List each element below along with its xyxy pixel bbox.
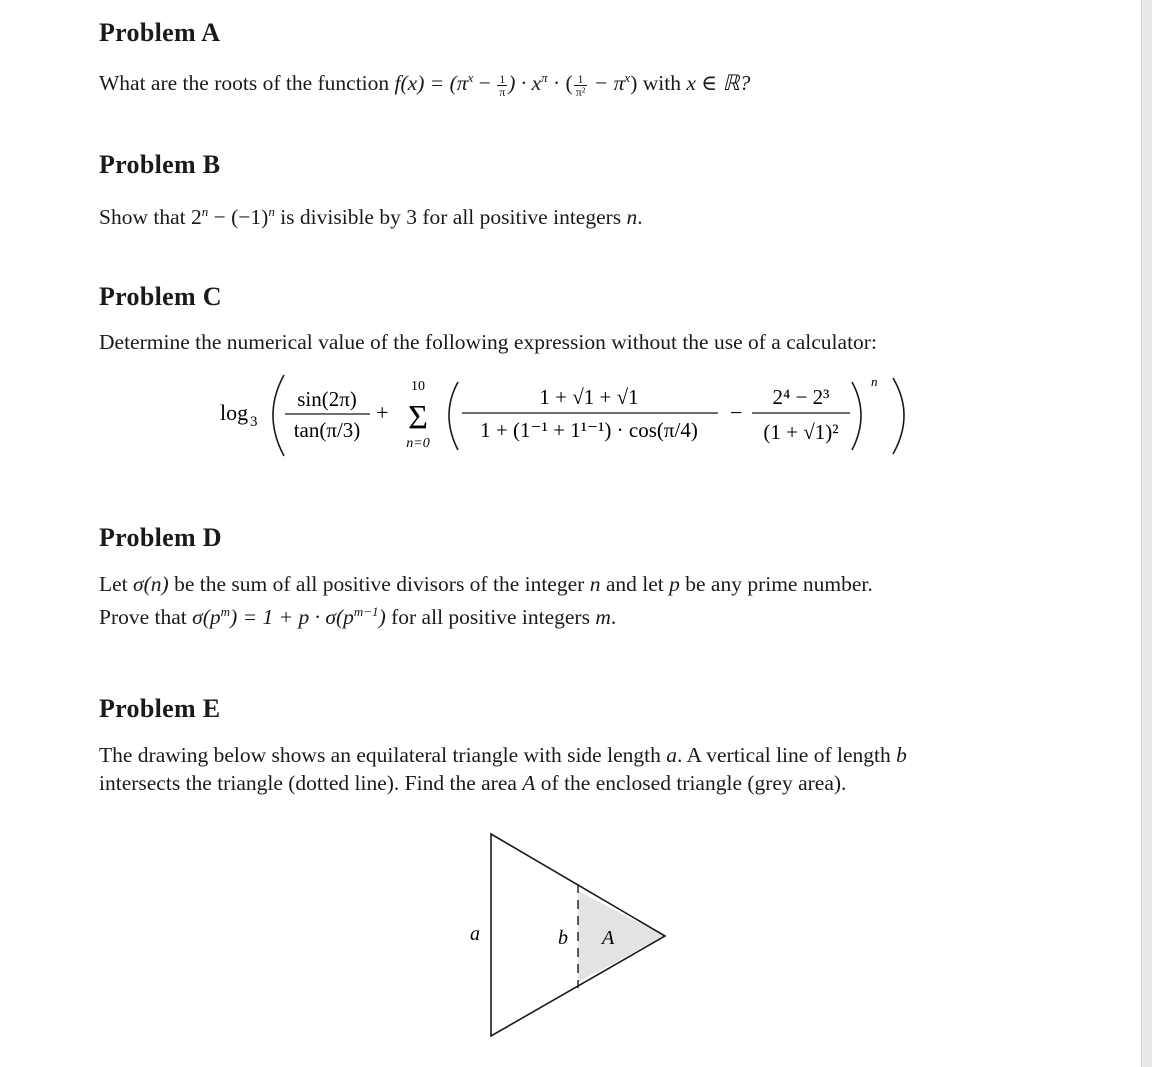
problem-d-p: p [669, 572, 680, 596]
problem-a-with: with [637, 71, 687, 96]
sum-lower: n=0 [406, 436, 430, 451]
problem-a-exp-x: x [467, 70, 474, 85]
sigma-symbol: Σ [408, 399, 428, 436]
problem-d-m: m [595, 605, 611, 630]
problem-d-let: Let [99, 572, 134, 596]
problem-a-text [99, 64, 750, 98]
problem-d-text1: be the sum of all positive divisors of the integer [168, 572, 590, 596]
sin-numerator: sin(2π) [297, 387, 357, 411]
problem-b-part3: is divisible by 3 for all positive integers [274, 205, 627, 230]
minus-sign: − [730, 400, 743, 425]
label-b: b [558, 927, 568, 949]
tan-denominator: tan(π/3) [293, 418, 361, 442]
problem-d-text4: for all positive integers [385, 605, 596, 630]
frac-den: π² [575, 84, 586, 99]
problem-d-exp-m1: m−1 [353, 604, 379, 619]
triangle-figure [0, 820, 1140, 1050]
problem-d-n: n [589, 572, 601, 596]
problem-a-title: Problem A [99, 18, 221, 47]
outer-right-paren [893, 378, 904, 454]
frac-num: 1 [574, 73, 588, 86]
problem-b-text [99, 198, 643, 231]
problem-e-text2: . A vertical line of length [676, 743, 897, 767]
problem-a-dot-x: ) · x [508, 71, 542, 96]
inner-left-paren [449, 382, 458, 450]
outer-left-paren [273, 375, 284, 456]
problem-d-text2: and let [600, 572, 670, 596]
problem-d-prove: Prove that [99, 605, 193, 630]
problem-d-exp-m: m [220, 604, 231, 619]
frac-den: π [499, 84, 506, 99]
exponent-n: n [871, 374, 878, 389]
problem-d-text3: be any prime number. [679, 572, 873, 596]
problem-e-line1 [99, 741, 907, 769]
problem-c-formula [0, 370, 1140, 470]
scrollbar-track[interactable] [1141, 0, 1152, 1067]
label-A: A [602, 927, 615, 949]
problem-a-intro: What are the roots of the function [99, 71, 395, 96]
problem-e-b: b [896, 743, 907, 767]
problem-a-exp-x2: x [624, 70, 631, 85]
problem-a-domain: x ∈ ℝ? [686, 71, 751, 96]
problem-a-minus: − [473, 71, 497, 96]
problem-e-A: A [522, 771, 536, 795]
problem-a-fx: f(x) = (π [394, 71, 468, 96]
problem-d-period: . [610, 605, 617, 630]
frac2-numerator: 2⁴ − 2³ [772, 385, 830, 409]
frac2-denominator: (1 + √1)² [763, 420, 839, 444]
problem-d-eq3: ) [378, 605, 386, 630]
log-base: 3 [250, 414, 258, 430]
problem-a-frac-1-over-pi2 [574, 73, 588, 98]
problem-b-exp1: n [201, 204, 209, 219]
problem-d-line2 [99, 598, 616, 631]
problem-d-sigma: σ(n) [133, 572, 169, 596]
label-a: a [470, 923, 480, 945]
problem-e-text1: The drawing below shows an equilateral triangle with side length [99, 743, 667, 767]
problem-a-minus-pi: − π [588, 71, 625, 96]
problem-a-exp-pi: π [541, 70, 548, 85]
grey-area [578, 891, 665, 982]
problem-a-dot-open: · ( [547, 71, 573, 96]
problem-e-line2 [99, 769, 846, 797]
problem-a-close: ) [630, 71, 638, 96]
plus-sign: + [376, 400, 389, 425]
problem-e-title: Problem E [99, 694, 221, 723]
problem-c-text: Determine the numerical value of the following expression without the use of a calculator: [99, 330, 877, 354]
problem-e-text3: intersects the triangle (dotted line). Find the area [99, 771, 523, 795]
problem-d-title: Problem D [99, 523, 222, 552]
frac1-numerator: 1 + √1 + √1 [539, 385, 639, 409]
problem-c-title: Problem C [99, 282, 222, 311]
problem-e-text4: of the enclosed triangle (grey area). [535, 771, 847, 795]
inner-right-paren [852, 382, 861, 450]
problem-b-part2: − (−1) [208, 205, 269, 230]
problem-b-title: Problem B [99, 150, 221, 179]
problem-e-a: a [666, 743, 677, 767]
problem-d-eq1: σ(p [192, 605, 221, 630]
problem-a-frac-1-over-pi [497, 73, 507, 98]
frac-num: 1 [497, 73, 507, 86]
problem-d-eq2: ) = 1 + p · σ(p [230, 605, 354, 630]
problem-d-line1 [99, 570, 873, 598]
problem-b-exp2: n [268, 204, 275, 219]
problem-b-period: . [637, 205, 643, 230]
problem-b-n: n [626, 205, 638, 230]
frac1-denominator: 1 + (1⁻¹ + 1¹⁻¹) · cos(π/4) [480, 418, 698, 442]
problem-b-part1: Show that 2 [99, 205, 202, 230]
sum-upper: 10 [411, 379, 425, 394]
log-label: log [220, 400, 249, 425]
